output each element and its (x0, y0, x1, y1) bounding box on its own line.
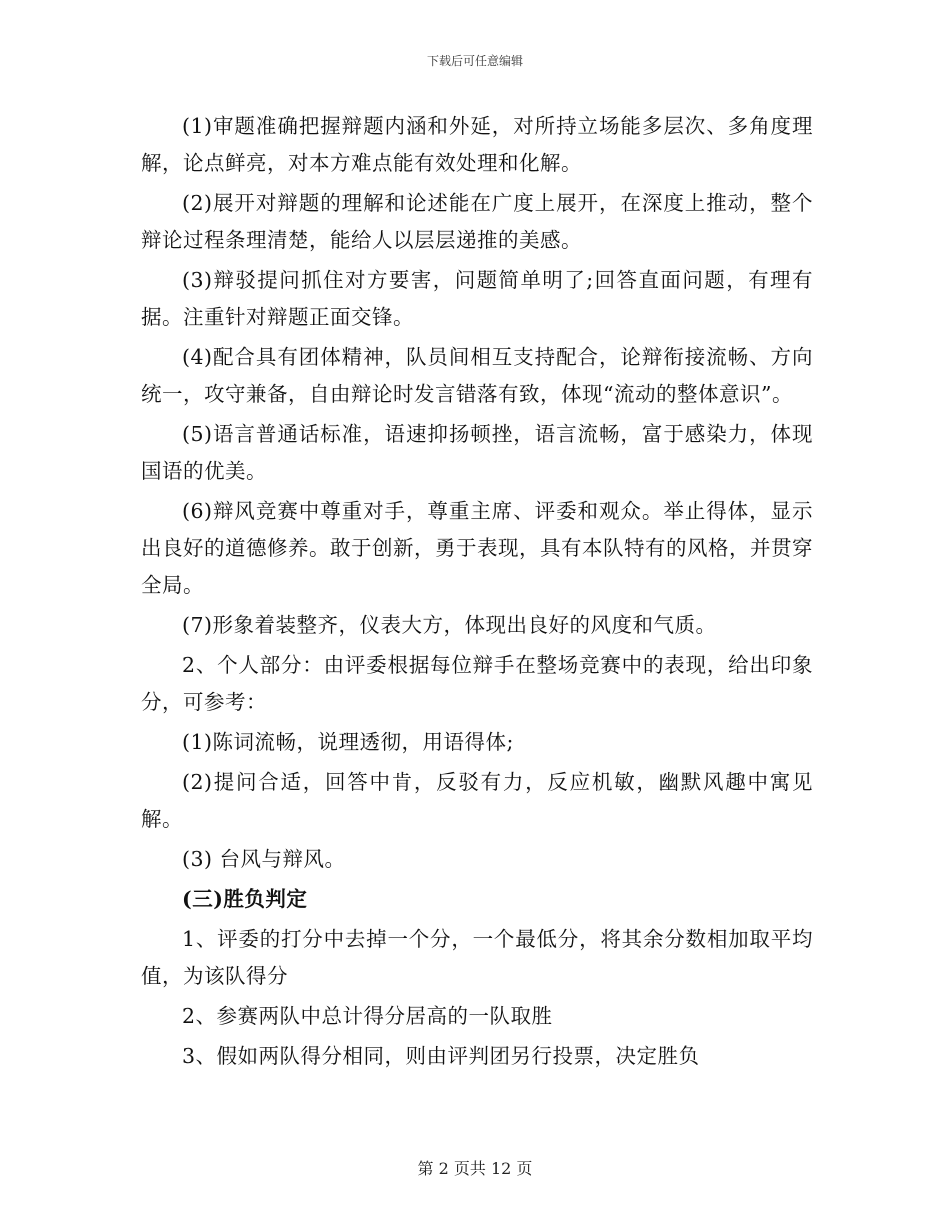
paragraph-rule-1: 1、评委的打分中去掉一个分，一个最低分，将其余分数相加取平均值，为该队得分 (141, 927, 813, 988)
paragraph-individual-section: 2、个人部分：由评委根据每位辩手在整场竞赛中的表现，给出印象分，可参考： (141, 653, 813, 714)
document-body (141, 108, 813, 1078)
paragraph-criterion-4: (4)配合具有团体精神，队员间相互支持配合，论辩衔接流畅、方向统一，攻守兼备，自由辩论时发言错落有致，体现“流动的整体意识”。 (141, 345, 813, 406)
paragraph-individual-3: (3) 台风与辩风。 (182, 847, 346, 871)
paragraph-individual-1: (1)陈词流畅，说理透彻，用语得体; (182, 730, 514, 754)
paragraph-criterion-6: (6)辩风竞赛中尊重对手，尊重主席、评委和观众。举止得体，显示出良好的道德修养。敢于创新，勇于表现，具有本队特有的风格，并贯穿全局。 (141, 499, 813, 597)
page-header: 下载后可任意编辑 (426, 54, 523, 68)
paragraph-criterion-7: (7)形象着装整齐，仪表大方，体现出良好的风度和气质。 (182, 613, 717, 637)
paragraph-criterion-3: (3)辩驳提问抓住对方要害，问题简单明了;回答直面问题，有理有据。注重针对辩题正面交锋。 (141, 268, 813, 329)
paragraph-criterion-1: (1)审题准确把握辩题内涵和外延，对所持立场能多层次、多角度理解，论点鲜亮，对本方难点能有效处理和化解。 (141, 114, 813, 175)
paragraph-rule-3: 3、假如两队得分相同，则由评判团另行投票，决定胜负 (182, 1044, 700, 1068)
paragraph-criterion-5: (5)语言普通话标准，语速抑扬顿挫，语言流畅，富于感染力，体现国语的优美。 (141, 422, 813, 483)
paragraph-individual-2: (2)提问合适，回答中肯，反驳有力，反应机敏，幽默风趣中寓见解。 (141, 770, 813, 831)
page-footer: 第 2 页共 12 页 (417, 1159, 533, 1178)
paragraph-criterion-2: (2)展开对辩题的理解和论述能在广度上展开，在深度上推动，整个辩论过程条理清楚，能给人以层层递推的美感。 (141, 191, 813, 252)
paragraph-rule-2: 2、参赛两队中总计得分居高的一队取胜 (182, 1004, 553, 1028)
section-heading: (三)胜负判定 (182, 887, 308, 911)
